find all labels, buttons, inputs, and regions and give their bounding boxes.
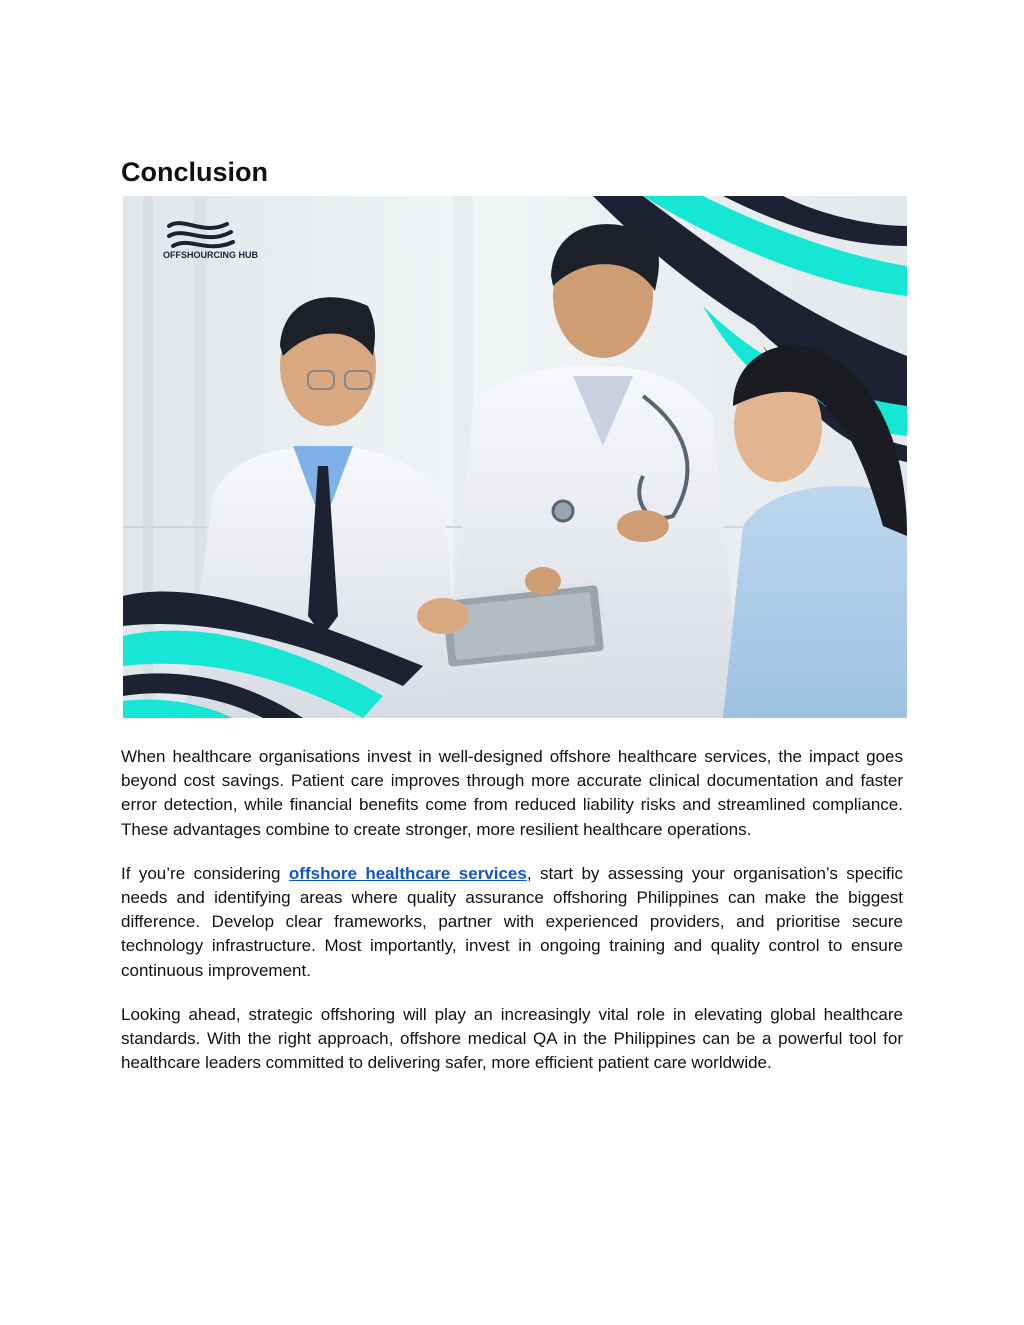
paragraph-3: Looking ahead, strategic offshoring will play an increasingly vital role in elevating global healthcare standards. With the right approach, offshore medical QA in the Philippines can be a powerful tool for healthcare leaders committed to delivering safer, more efficient patient care worldwide. [121, 1004, 903, 1073]
logo-text: OFFSHOURCING HUB [163, 250, 258, 260]
hero-image [123, 196, 907, 718]
offshore-healthcare-services-link[interactable]: offshore healthcare services [288, 863, 527, 883]
body-text [121, 745, 903, 1095]
section-heading: Conclusion [121, 157, 268, 187]
paragraph-1: When healthcare organisations invest in well-designed offshore healthcare services, the impact goes beyond cost savings. Patient care improves through more accurate clinical documentation and faster error detection, while financial benefits come from reduced liability risks and streamlined compliance. These advantages combine to create stronger, more resilient healthcare operations. [121, 747, 903, 839]
paragraph-2 [121, 862, 903, 983]
paragraph-2-intro: If you’re considering [121, 863, 289, 883]
paragraph-2-rest: , start by assessing your organisation’s specific needs and identifying areas where quality assurance offshoring Philippines can make the biggest difference. Develop clear frameworks, partner with experienced providers, and prioritise secure technology infrastructure. Most importantly, invest in ongoing training and quality control to ensure continuous improvement. [121, 863, 903, 980]
